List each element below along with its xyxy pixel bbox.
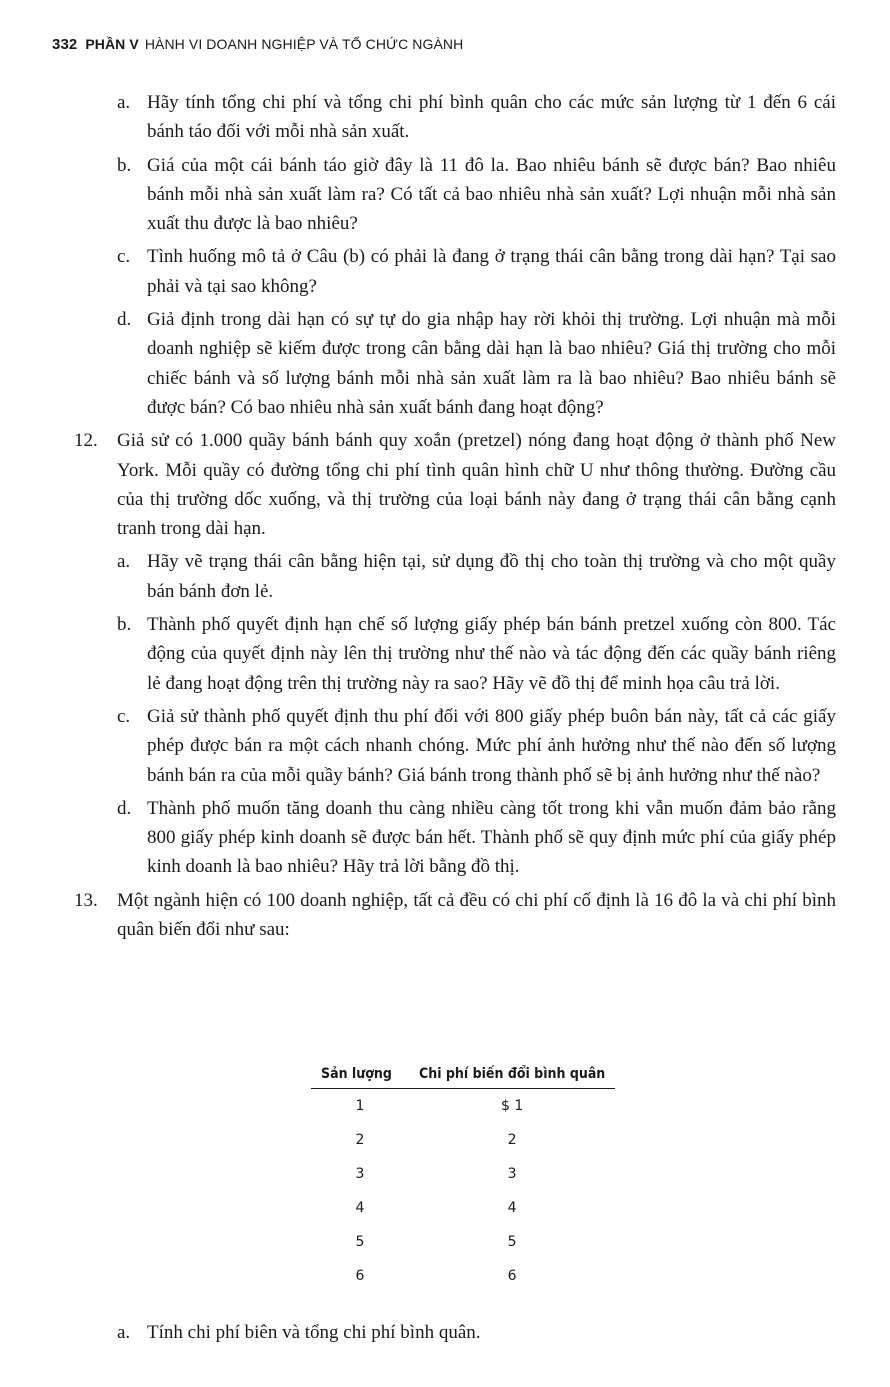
q12-item-d (0, 794, 836, 882)
running-header (52, 36, 463, 53)
table-cell-output: 6 (355, 1268, 365, 1284)
item-marker: b. (117, 614, 132, 636)
table-cell-output: 3 (355, 1166, 365, 1182)
q12-item-a (0, 547, 836, 606)
part-title: HÀNH VI DOANH NGHIỆP VÀ TỔ CHỨC NGÀNH (144, 36, 464, 52)
table-row (311, 1123, 615, 1157)
table-cell-output: 2 (355, 1132, 365, 1148)
item-text: Giả sử thành phố quyết định thu phí đối với 800 giấy phép buôn bán này, tất cả các giấy phép được bán ra một cách nhanh chóng. Mức phí ảnh hưởng như thế nào đến số lượng bánh bán ra của mỗi quầy bánh? Giá bánh trong thành phố sẽ bị ảnh hưởng như thế nào? (147, 705, 836, 786)
question-12 (0, 426, 836, 543)
item-text: Hãy tính tổng chi phí và tổng chi phí bình quân cho các mức sản lượng từ 1 đến 6 cái bánh táo đối với mỗi nhà sản xuất. (147, 92, 836, 143)
table-row (311, 1225, 615, 1259)
table-cell-avc: 3 (507, 1166, 517, 1182)
question-number: 12. (74, 430, 98, 452)
table-row (311, 1191, 615, 1225)
item-marker: d. (117, 309, 132, 331)
column-header-avc: Chi phí biến đổi bình quân (409, 1060, 615, 1089)
table-header-row (311, 1060, 615, 1089)
item-text: Thành phố quyết định hạn chế số lượng giấy phép bán bánh pretzel xuống còn 800. Tác động của quyết định này lên thị trường như thế nào và tác động đến các quầy bánh riêng lẻ đang hoạt động trên thị trường này ra sao? Hãy vẽ đồ thị để minh họa câu trả lời. (147, 614, 836, 694)
item-marker: c. (117, 705, 131, 727)
question-13 (0, 886, 836, 945)
item-marker: c. (117, 246, 131, 268)
item-marker: a. (117, 92, 131, 113)
table-row (311, 1089, 615, 1124)
page-body (0, 88, 890, 944)
part-label: PHẦN V (85, 36, 139, 52)
table-cell-output: 1 (355, 1098, 365, 1114)
item-marker: a. (117, 1322, 131, 1343)
q11-item-a (0, 88, 836, 147)
item-text: Thành phố muốn tăng doanh thu càng nhiều càng tốt trong khi vẫn muốn đảm bảo rằng 800 giấy phép kinh doanh sẽ được bán hết. Thành phố sẽ quy định mức phí của giấy phép kinh doanh là bao nhiêu? Hãy trả lời bằng đồ thị. (147, 797, 836, 878)
question-text: Giả sử có 1.000 quầy bánh bánh quy xoắn (pretzel) nóng đang hoạt động ở thành phố New York. Mỗi quầy có đường tổng chi phí tình quân hình chữ U như thông thường. Đường cầu của thị trường dốc xuống, và thị trường của loại bánh này đang ở trạng thái cân bằng cạnh tranh trong dài hạn. (117, 430, 836, 540)
table-cell-avc: 5 (507, 1234, 517, 1250)
table-cell-output: 5 (355, 1234, 365, 1250)
table-cell-output: 4 (355, 1200, 365, 1216)
table-cell-avc: 6 (507, 1268, 517, 1284)
q12-item-b (0, 610, 836, 698)
cost-table (311, 1060, 615, 1293)
item-text: Giá của một cái bánh táo giờ đây là 11 đô la. Bao nhiêu bánh sẽ được bán? Bao nhiêu bánh mỗi nhà sản xuất làm ra? Có tất cả bao nhiêu nhà sản xuất? Lợi nhuận mỗi nhà sản xuất thu được là bao nhiêu? (147, 154, 836, 235)
q13-item-a (117, 1322, 481, 1344)
q12-item-c (0, 702, 836, 790)
question-number: 13. (74, 889, 98, 911)
item-marker: a. (117, 551, 131, 573)
table-cell-avc: 4 (507, 1200, 517, 1216)
q11-item-d (0, 305, 836, 422)
item-text: Tình huống mô tả ở Câu (b) có phải là đang ở trạng thái cân bằng trong dài hạn? Tại sao phải và tại sao không? (147, 246, 836, 297)
q11-item-c (0, 242, 836, 301)
item-text: Giả định trong dài hạn có sự tự do gia nhập hay rời khỏi thị trường. Lợi nhuận mà mỗi doanh nghiệp sẽ kiếm được trong cân bằng dài hạn là bao nhiêu? Giá thị trường cho mỗi chiếc bánh và số lượng bánh mỗi nhà sản xuất làm ra là bao nhiêu? Bao nhiêu bánh sẽ được bán? Có bao nhiêu nhà sản xuất bánh đang hoạt động? (147, 309, 836, 418)
q11-item-b (0, 151, 836, 239)
table-row (311, 1259, 615, 1293)
table-cell-avc: $ 1 (501, 1098, 524, 1114)
column-header-output: Sản lượng (311, 1060, 409, 1089)
page-number: 332 (52, 36, 78, 53)
item-marker: d. (117, 797, 132, 819)
question-text: Một ngành hiện có 100 doanh nghiệp, tất cả đều có chi phí cố định là 16 đô la và chi phí bình quân biến đổi như sau: (117, 889, 836, 941)
item-marker: b. (117, 154, 132, 176)
table-cell-avc: 2 (507, 1132, 517, 1148)
item-text: Hãy vẽ trạng thái cân bằng hiện tại, sử dụng đồ thị cho toàn thị trường và cho một quầy bán bánh đơn lẻ. (147, 551, 836, 602)
item-text: Tính chi phí biên và tổng chi phí bình quân. (147, 1322, 481, 1343)
table-row (311, 1157, 615, 1191)
